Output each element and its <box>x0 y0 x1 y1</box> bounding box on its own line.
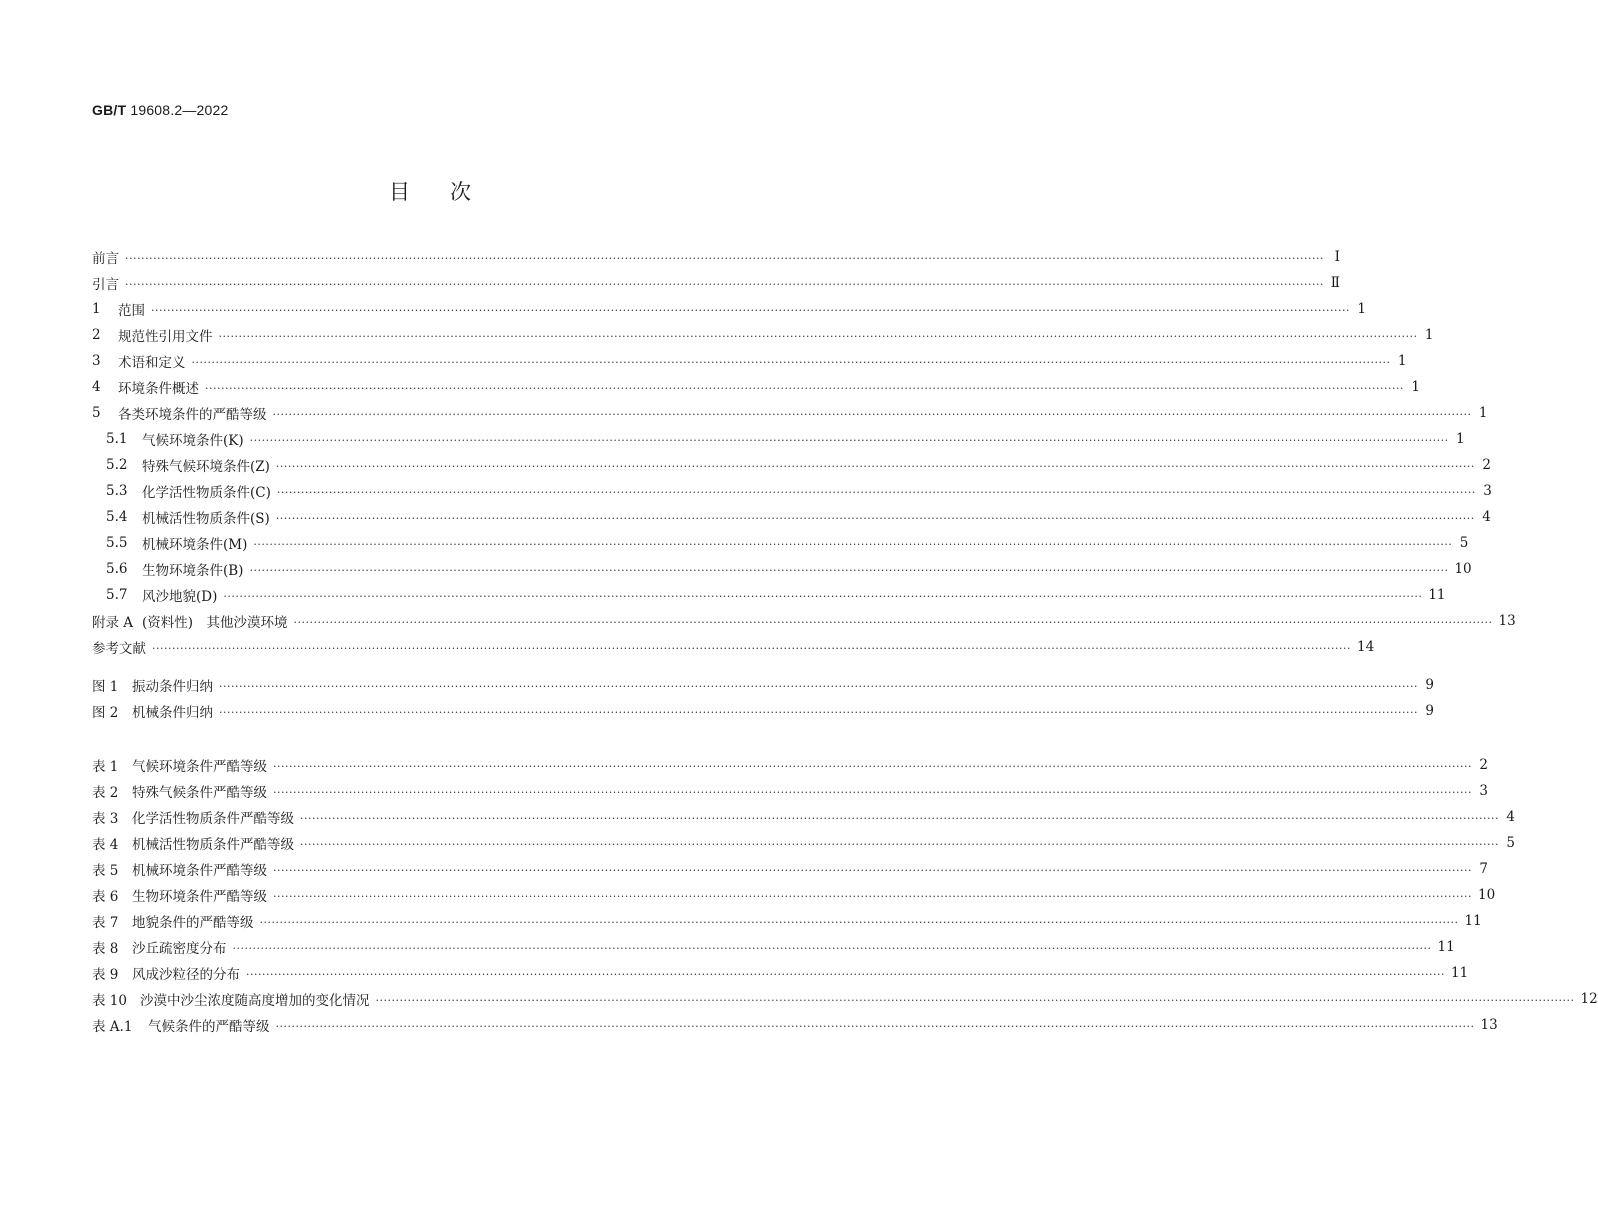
toc-entry-page-number: 4 <box>1506 809 1515 825</box>
page-title: 目次 <box>389 180 511 204</box>
dot-leader: ············································································································································································································································································································ <box>246 967 1445 981</box>
toc-entry-title: 气候环境条件(K) <box>142 433 244 449</box>
dot-leader: ············································································································································································································································································································ <box>205 381 1404 395</box>
dot-leader: ············································································································································································································································································································ <box>125 251 1324 265</box>
toc-entry-number: 表 5 <box>92 863 119 879</box>
toc-entry-title: 各类环境条件的严酷等级 <box>118 407 267 423</box>
toc-entry-number: 附录 A <box>92 615 134 631</box>
toc-entry[interactable] <box>92 608 1516 634</box>
toc-entry-title: 气候环境条件严酷等级 <box>132 759 267 775</box>
dot-leader: ············································································································································································································································································································ <box>273 863 1472 877</box>
toc-entry[interactable] <box>92 296 1366 322</box>
toc-entry-page-number: 10 <box>1477 887 1496 903</box>
toc-entry-number: 2 <box>92 327 101 343</box>
toc-entry-title: 规范性引用文件 <box>118 329 213 345</box>
standard-number: 19608.2—2022 <box>130 102 229 118</box>
toc-entry[interactable] <box>92 348 1407 374</box>
toc-entry-number: 表 4 <box>92 837 119 853</box>
toc-entry[interactable] <box>92 556 1472 582</box>
toc-entry-title: 前言 <box>92 251 119 267</box>
toc-entry-number: 表 A.1 <box>92 1019 133 1035</box>
toc-entry-number: 5.7 <box>106 587 128 603</box>
toc-entry-number: 表 7 <box>92 915 119 931</box>
dot-leader: ············································································································································································································································································································ <box>125 277 1324 291</box>
toc-entry-title: 范围 <box>118 303 145 319</box>
table-entry[interactable] <box>92 882 1496 908</box>
toc-entry-page-number: 1 <box>1357 301 1366 317</box>
toc-entry-number: 图 2 <box>92 705 119 721</box>
figure-entry[interactable] <box>92 672 1434 698</box>
toc-entry-number: 表 8 <box>92 941 119 957</box>
dot-leader: ············································································································································································································································································································ <box>219 679 1418 693</box>
toc-entry-title: 参考文献 <box>92 641 146 657</box>
toc-entry-title: 风沙地貌(D) <box>142 589 218 605</box>
toc-entry-page-number: 10 <box>1454 561 1472 577</box>
table-entry[interactable] <box>92 804 1515 830</box>
dot-leader: ············································································································································································································································································································ <box>219 705 1418 719</box>
toc-entry[interactable] <box>92 374 1420 400</box>
toc-entry-page-number: 2 <box>1482 457 1491 473</box>
toc-entry-number: 表 10 <box>92 993 127 1009</box>
figure-entry[interactable] <box>92 698 1434 724</box>
toc-entry-number: 表 6 <box>92 889 119 905</box>
toc-entry-number: 表 3 <box>92 811 119 827</box>
toc-entry-title: 气候条件的严酷等级 <box>148 1019 270 1035</box>
toc-entry-page-number: 5 <box>1459 535 1469 551</box>
toc-entry-page-number: 2 <box>1479 757 1488 773</box>
toc-entry-page-number: 5 <box>1506 835 1515 851</box>
toc-entry[interactable] <box>92 400 1488 426</box>
toc-entry-title: 机械环境条件(M) <box>142 537 248 553</box>
dot-leader: ············································································································································································································································································································ <box>218 329 1418 343</box>
toc-entry-title: 沙丘疏密度分布 <box>132 941 227 957</box>
toc-entry[interactable] <box>92 322 1434 348</box>
toc-entry-page-number: 4 <box>1482 509 1491 525</box>
dot-leader: ············································································································································································································································································································ <box>275 1019 1475 1033</box>
toc-entry-title: 生物环境条件(B) <box>142 563 244 579</box>
toc-entry-page-number: 9 <box>1425 703 1434 719</box>
toc-entry-title: 机械环境条件严酷等级 <box>132 863 267 879</box>
toc-entry-title: 沙漠中沙尘浓度随高度增加的变化情况 <box>140 993 370 1009</box>
toc-entry[interactable] <box>92 634 1375 660</box>
toc-entry-number: 5.2 <box>106 457 128 473</box>
toc-entry-page-number: 1 <box>1456 431 1465 447</box>
toc-entry-page-number: 11 <box>1450 965 1469 981</box>
toc-entry-number: 表 9 <box>92 967 119 983</box>
toc-entry-page-number: 1 <box>1424 327 1434 343</box>
toc-entry-number: 5.1 <box>106 431 128 447</box>
dot-leader: ············································································································································································································································································································ <box>259 915 1459 929</box>
dot-leader: ············································································································································································································································································································ <box>293 615 1493 629</box>
toc-entry-number: 表 1 <box>92 759 119 775</box>
dot-leader: ············································································································································································································································································································ <box>249 563 1449 577</box>
table-of-contents <box>92 244 1516 660</box>
list-of-tables <box>92 752 1598 1038</box>
toc-entry-title: 特殊气候环境条件(Z) <box>142 459 270 475</box>
toc-entry[interactable] <box>92 270 1340 296</box>
toc-entry-number: 3 <box>92 353 101 369</box>
dot-leader: ············································································································································································································································································································ <box>300 811 1499 825</box>
dot-leader: ············································································································································································································································································································ <box>273 785 1472 799</box>
toc-entry-page-number: 7 <box>1479 861 1488 877</box>
table-entry[interactable] <box>92 986 1598 1012</box>
toc-entry[interactable] <box>92 478 1492 504</box>
toc-entry-number: 5 <box>92 405 101 421</box>
toc-entry-page-number: 13 <box>1498 613 1516 629</box>
toc-entry-title: (资料性) 其他沙漠环境 <box>142 615 288 631</box>
toc-entry-title: 特殊气候条件严酷等级 <box>132 785 267 801</box>
toc-entry-page-number: 12 <box>1580 991 1598 1007</box>
table-entry[interactable] <box>92 752 1488 778</box>
toc-entry-number: 5.3 <box>106 483 128 499</box>
dot-leader: ············································································································································································································································································································ <box>275 511 1475 525</box>
dot-leader: ············································································································································································································································································································ <box>151 303 1350 317</box>
toc-entry-page-number: 3 <box>1483 483 1492 499</box>
toc-entry-page-number: 13 <box>1480 1017 1498 1033</box>
toc-entry-page-number: Ⅱ <box>1330 275 1340 291</box>
table-entry[interactable] <box>92 934 1455 960</box>
toc-entry-page-number: 1 <box>1411 379 1420 395</box>
dot-leader: ············································································································································································································································································································ <box>275 459 1475 473</box>
toc-entry-title: 生物环境条件严酷等级 <box>132 889 267 905</box>
toc-entry-title: 化学活性物质条件(C) <box>142 485 271 501</box>
dot-leader: ············································································································································································································································································································ <box>253 537 1453 551</box>
table-entry[interactable] <box>92 908 1482 934</box>
dot-leader: ············································································································································································································································································································ <box>223 589 1423 603</box>
dot-leader: ············································································································································································································································································································ <box>272 407 1472 421</box>
toc-entry-number: 5.5 <box>106 535 128 551</box>
table-entry[interactable] <box>92 778 1488 804</box>
toc-entry-title: 机械活性物质条件(S) <box>142 511 270 527</box>
toc-entry[interactable] <box>92 504 1491 530</box>
toc-entry[interactable] <box>92 426 1465 452</box>
toc-entry[interactable] <box>92 452 1491 478</box>
toc-entry-page-number: 11 <box>1437 939 1455 955</box>
toc-entry-title: 术语和定义 <box>118 355 186 371</box>
toc-entry-number: 5.4 <box>106 509 128 525</box>
table-entry[interactable] <box>92 960 1469 986</box>
table-entry[interactable] <box>92 830 1515 856</box>
toc-entry-number: 图 1 <box>92 679 119 695</box>
table-entry[interactable] <box>92 1012 1498 1038</box>
toc-entry-title: 机械活性物质条件严酷等级 <box>132 837 294 853</box>
table-entry[interactable] <box>92 856 1488 882</box>
toc-entry[interactable] <box>92 530 1469 556</box>
toc-entry-title: 引言 <box>92 277 119 293</box>
toc-entry-page-number: Ⅰ <box>1334 249 1340 265</box>
document-code <box>92 102 229 118</box>
dot-leader: ············································································································································································································································································································ <box>300 837 1499 851</box>
dot-leader: ············································································································································································································································································································ <box>152 641 1351 655</box>
dot-leader: ············································································································································································································································································································ <box>375 993 1575 1007</box>
dot-leader: ············································································································································································································································································································ <box>273 889 1472 903</box>
toc-entry-page-number: 1 <box>1478 405 1488 421</box>
toc-entry-number: 4 <box>92 379 101 395</box>
dot-leader: ············································································································································································································································································································ <box>276 485 1476 499</box>
toc-entry-title: 风成沙粒径的分布 <box>132 967 240 983</box>
toc-entry-number: 5.6 <box>106 561 128 577</box>
toc-entry-title: 地貌条件的严酷等级 <box>132 915 254 931</box>
toc-entry[interactable] <box>92 582 1446 608</box>
toc-entry-page-number: 9 <box>1425 677 1434 693</box>
toc-entry-number: 1 <box>92 301 101 317</box>
dot-leader: ············································································································································································································································································································ <box>273 759 1472 773</box>
toc-entry-number: 表 2 <box>92 785 119 801</box>
toc-entry-page-number: 11 <box>1428 587 1446 603</box>
standard-prefix: GB/T <box>92 102 127 118</box>
toc-entry-title: 环境条件概述 <box>118 381 199 397</box>
toc-entry-title: 化学活性物质条件严酷等级 <box>132 811 294 827</box>
toc-entry-page-number: 11 <box>1464 913 1482 929</box>
toc-entry-page-number: 1 <box>1397 353 1407 369</box>
dot-leader: ············································································································································································································································································································ <box>249 433 1449 447</box>
toc-entry-page-number: 3 <box>1479 783 1488 799</box>
list-of-figures <box>92 672 1434 724</box>
toc-entry-title: 振动条件归纳 <box>132 679 213 695</box>
toc-entry-page-number: 14 <box>1356 639 1375 655</box>
toc-entry[interactable] <box>92 244 1340 270</box>
toc-entry-title: 机械条件归纳 <box>132 705 213 721</box>
dot-leader: ············································································································································································································································································································ <box>191 355 1391 369</box>
dot-leader: ············································································································································································································································································································ <box>232 941 1432 955</box>
